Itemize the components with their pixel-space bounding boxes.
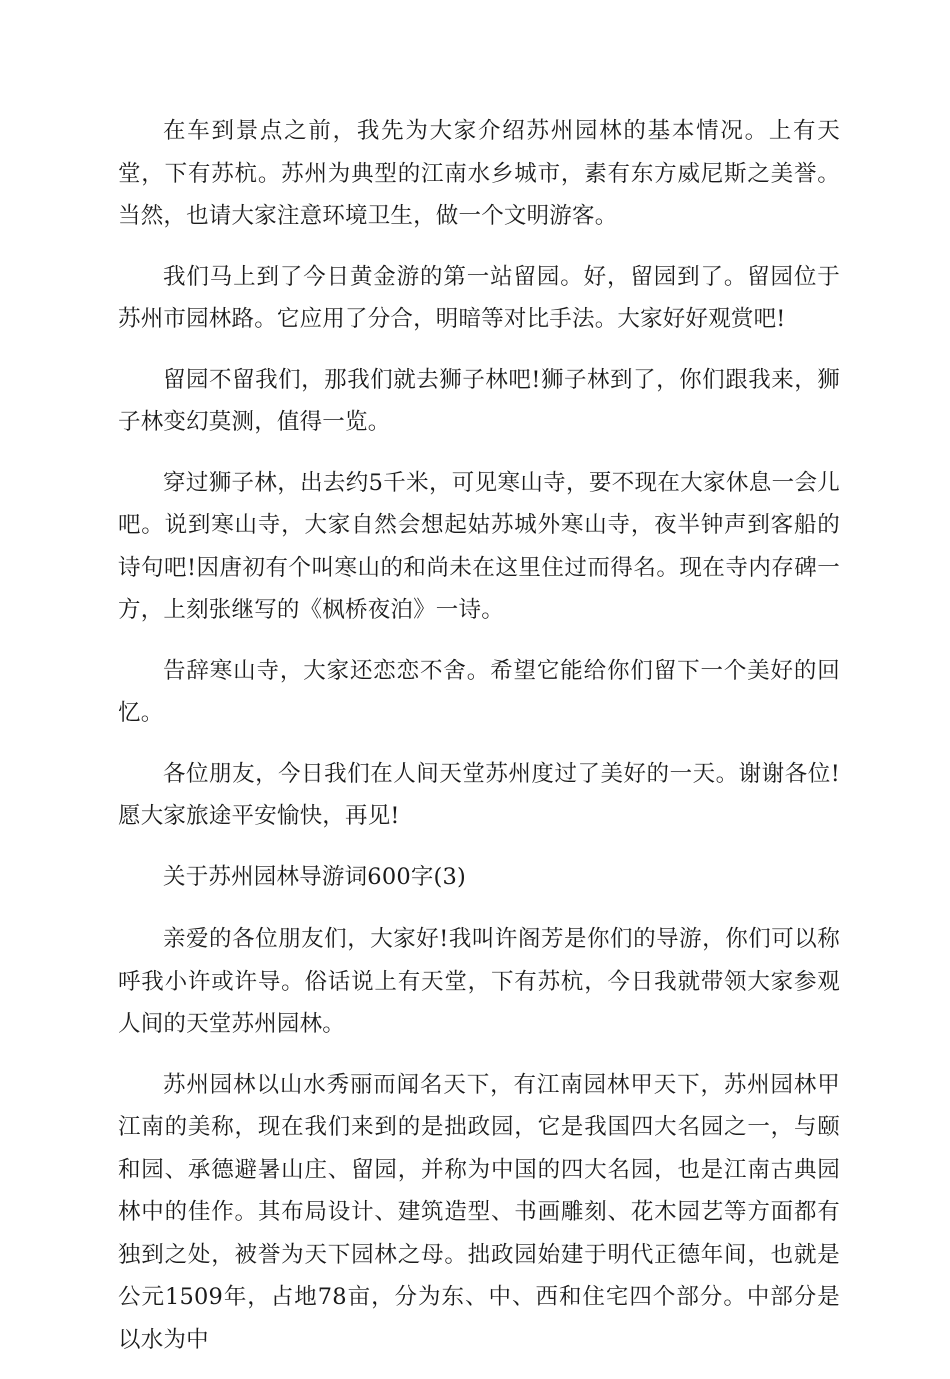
document-body <box>118 110 840 1379</box>
paragraph-goodbye: 各位朋友，今日我们在人间天堂苏州度过了美好的一天。谢谢各位!愿大家旅途平安愉快，再见! <box>118 760 840 829</box>
paragraph-farewell-temple: 告辞寒山寺，大家还恋恋不舍。希望它能给你们留下一个美好的回忆。 <box>118 657 840 726</box>
paragraph-greeting: 亲爱的各位朋友们，大家好!我叫许阁芳是你们的导游，你们可以称呼我小许或许导。俗话说上有天堂，下有苏杭，今日我就带领大家参观人间的天堂苏州园林。 <box>118 926 840 1037</box>
paragraph-hanshansi: 穿过狮子林，出去约5千米，可见寒山寺，要不现在大家休息一会儿吧。说到寒山寺，大家自然会想起姑苏城外寒山寺，夜半钟声到客船的诗句吧!因唐初有个叫寒山的和尚未在这里住过而得名。现在寺内存碑一方，上刻张继写的《枫桥夜泊》一诗。 <box>118 469 840 623</box>
section-heading: 关于苏州园林导游词600字(3) <box>163 863 467 890</box>
paragraph-intro: 在车到景点之前，我先为大家介绍苏州园林的基本情况。上有天堂，下有苏杭。苏州为典型的江南水乡城市，素有东方威尼斯之美誉。当然，也请大家注意环境卫生，做一个文明游客。 <box>118 118 840 229</box>
paragraph-liuyuan: 我们马上到了今日黄金游的第一站留园。好，留园到了。留园位于苏州市园林路。它应用了分合，明暗等对比手法。大家好好观赏吧! <box>118 263 840 332</box>
paragraph-zhuozhengyuan: 苏州园林以山水秀丽而闻名天下，有江南园林甲天下，苏州园林甲江南的美称，现在我们来到的是拙政园，它是我国四大名园之一，与颐和园、承德避暑山庄、留园，并称为中国的四大名园，也是江南古典园林中的佳作。其布局设计、建筑造型、书画雕刻、花木园艺等方面都有独到之处，被誉为天下园林之母。拙政园始建于明代正德年间，也就是公元1509年，占地78亩，分为东、中、西和住宅四个部分。中部分是以水为中 <box>118 1071 840 1353</box>
paragraph-shizilin: 留园不留我们，那我们就去狮子林吧!狮子林到了，你们跟我来，狮子林变幻莫测，值得一览。 <box>118 366 840 435</box>
